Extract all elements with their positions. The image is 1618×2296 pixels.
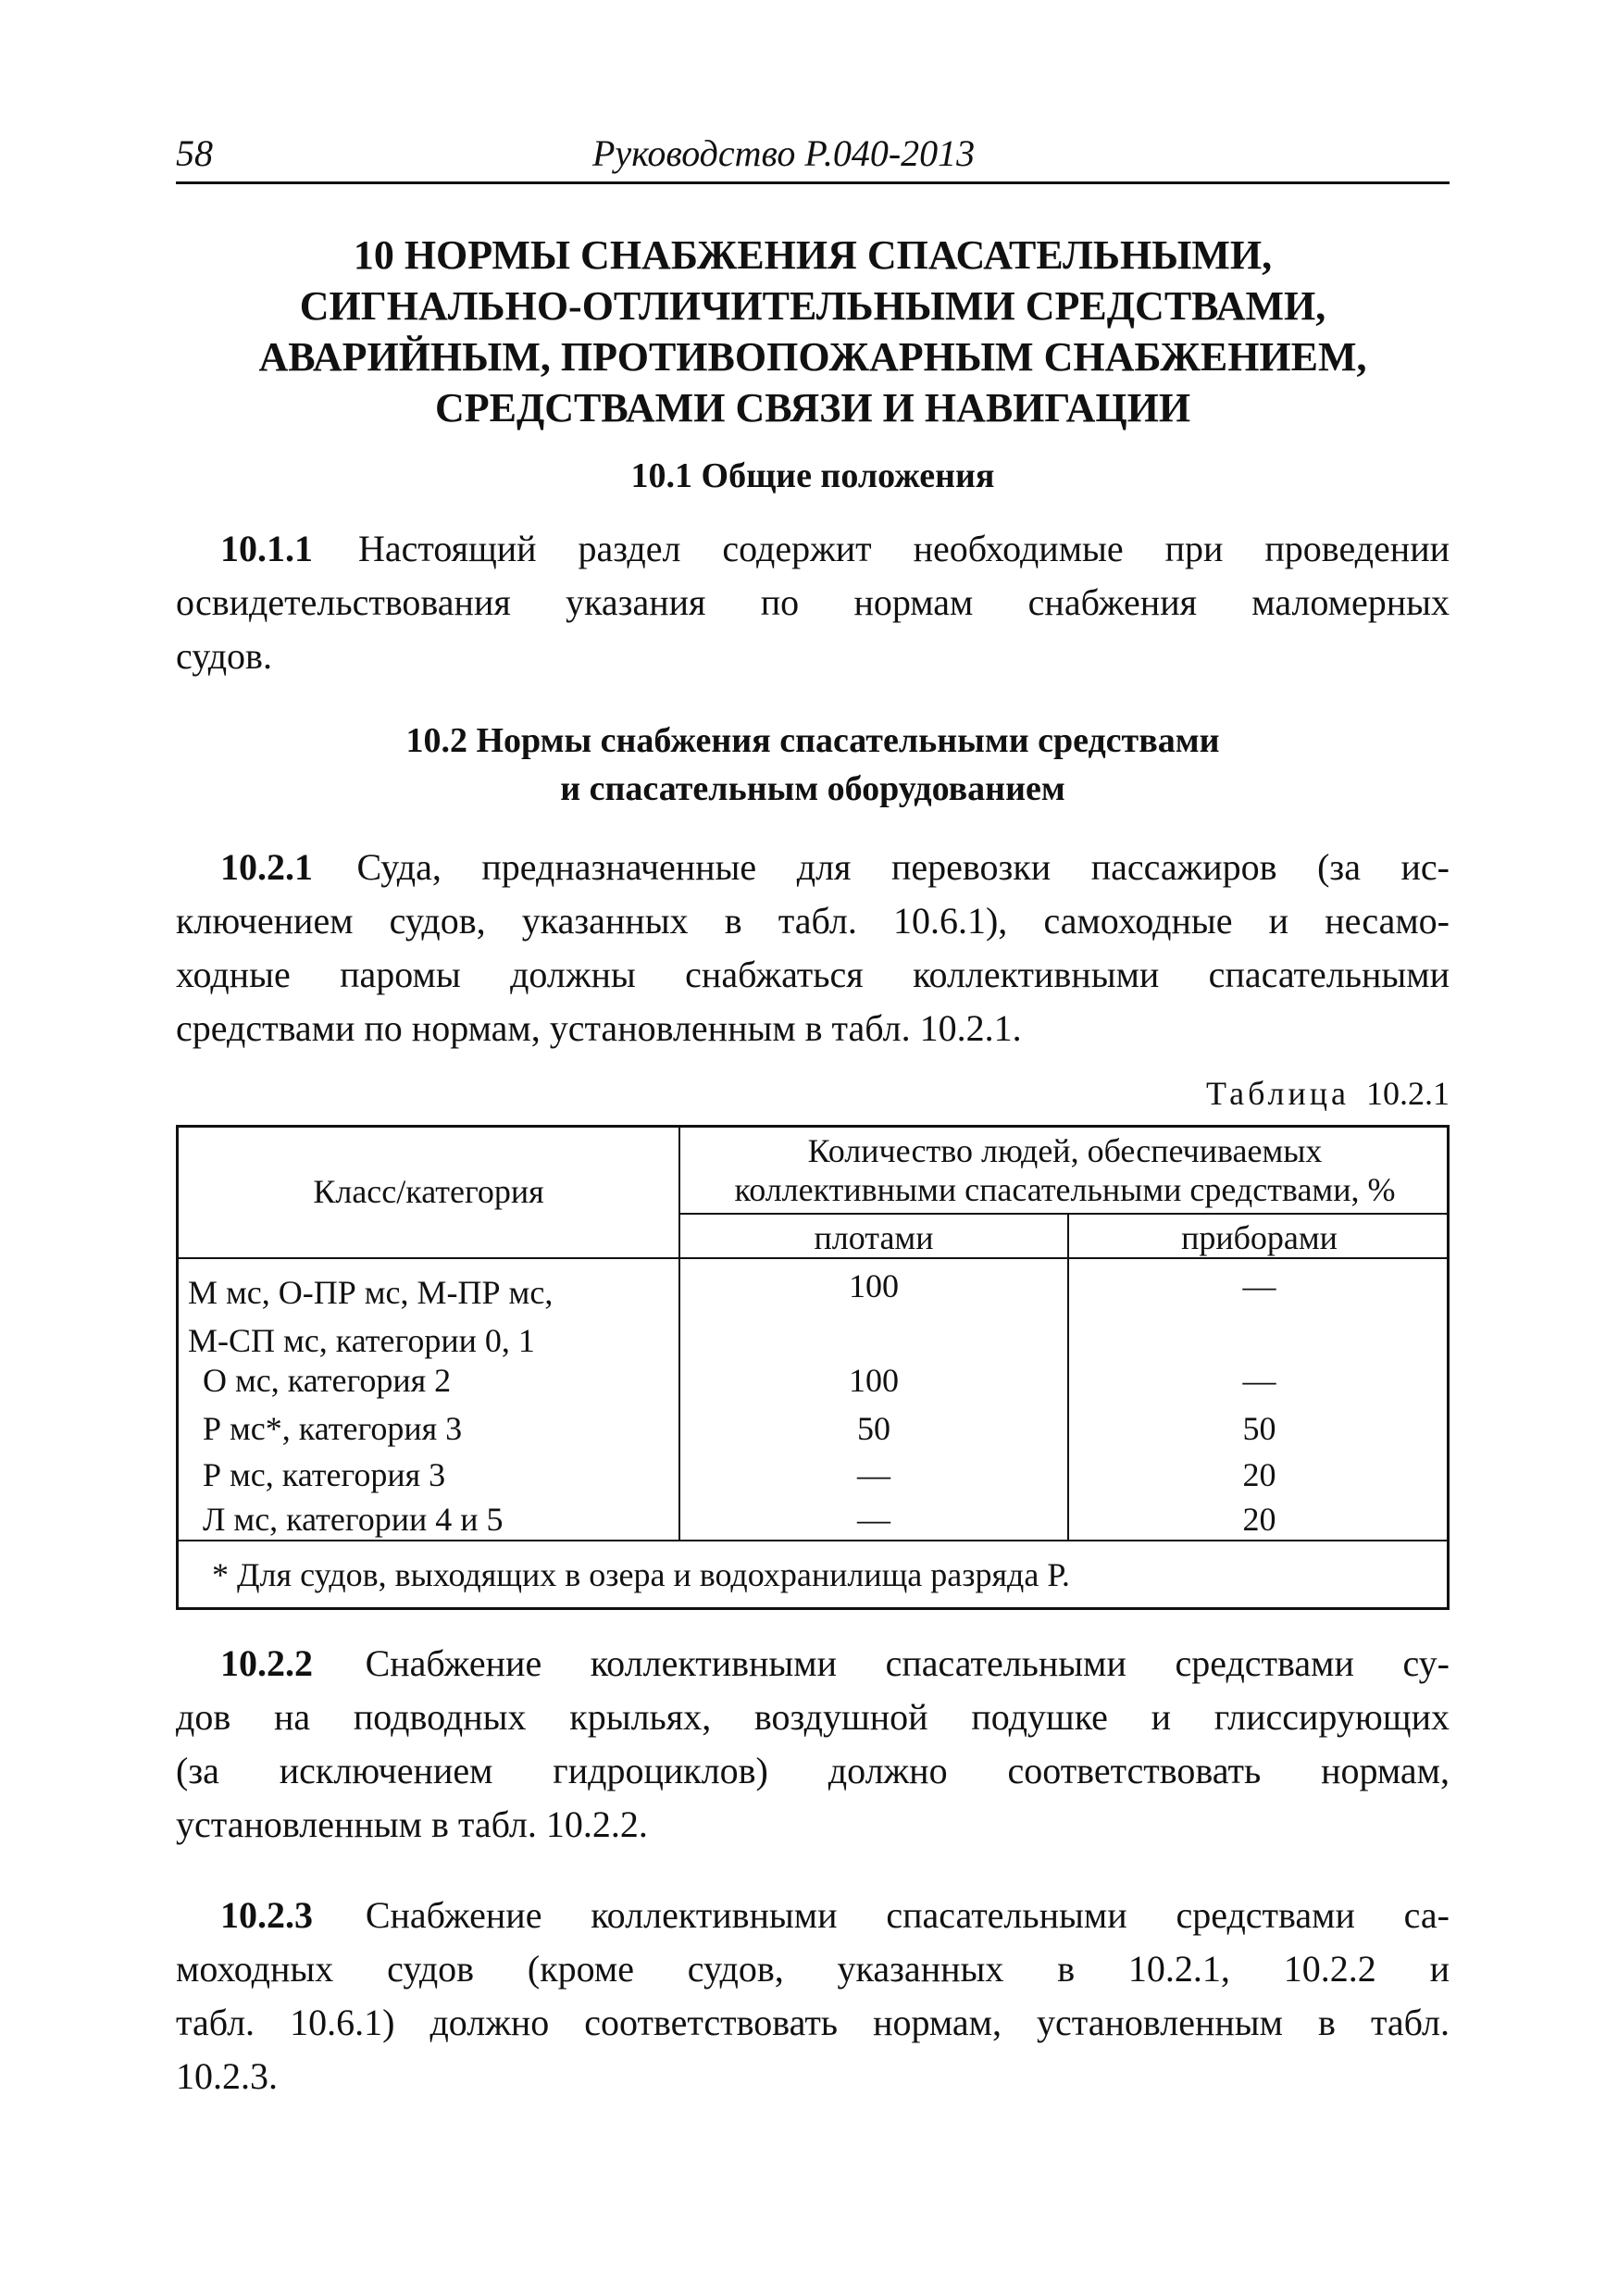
table-cell-class: М мс, О-ПР мс, М-ПР мс, М-СП мс, категории 0, 1 — [188, 1274, 554, 1359]
supply-norms-table — [176, 1125, 1450, 1610]
table-cell-rafts: 100 — [849, 1362, 899, 1399]
chapter-title-line: СИГНАЛЬНО-ОТЛИЧИТЕЛЬНЫМИ СРЕДСТВАМИ, — [299, 283, 1326, 329]
table-cell-devices: 20 — [1242, 1456, 1276, 1493]
table-caption-number: 10.2.1 — [1366, 1075, 1450, 1112]
table-cell-devices: 20 — [1242, 1501, 1276, 1538]
paragraph-10-2-3 — [176, 1889, 1450, 2103]
paragraph-line: моходных судов (кроме судов, указанных в 10.2.1, 10.2.2 и — [176, 1948, 1450, 1990]
table-cell-class: Р мс, категория 3 — [203, 1456, 446, 1493]
paragraph-10-1-1 — [176, 522, 1450, 683]
header-people-count: Количество людей, обеспечиваемых коллективными спасательными средствами, % — [734, 1132, 1396, 1208]
header-class-category: Класс/категория — [313, 1173, 544, 1210]
paragraph-line: Настоящий раздел содержит необходимые при проведении — [357, 528, 1450, 569]
chapter-title-line: 10 НОРМЫ СНАБЖЕНИЯ СПАСАТЕЛЬНЫМИ, — [353, 232, 1273, 278]
table-footnote: * Для судов, выходящих в озера и водохранилища разряда Р. — [212, 1556, 1070, 1593]
table-caption — [1206, 1074, 1450, 1113]
table-cell-rafts: 50 — [857, 1410, 890, 1447]
paragraph-line: 10.2.3. — [176, 2055, 278, 2097]
table-rule — [179, 1540, 1450, 1541]
section-heading-10-1: 10.1 Общие положения — [630, 456, 995, 495]
paragraph-line: (за исключением гидроциклов) должно соответствовать нормам, — [176, 1750, 1450, 1791]
chapter-title — [176, 230, 1450, 433]
table-cell-rafts: 100 — [849, 1267, 899, 1304]
table-cell-devices: 50 — [1242, 1410, 1276, 1447]
table-rule — [678, 1213, 1450, 1215]
table-cell-class: Л мс, категории 4 и 5 — [203, 1501, 504, 1538]
paragraph-line: Снабжение коллективными спасательными средствами са- — [365, 1894, 1450, 1936]
running-header — [176, 128, 1450, 184]
paragraph-10-2-2 — [176, 1637, 1450, 1852]
paragraph-number: 10.1.1 — [220, 528, 313, 569]
section-heading-10-2 — [176, 717, 1450, 813]
table-cell-rafts: — — [857, 1456, 890, 1493]
paragraph-line: установленным в табл. 10.2.2. — [176, 1803, 648, 1845]
paragraph-number: 10.2.1 — [220, 846, 313, 888]
paragraph-line: Суда, предназначенные для перевозки пассажиров (за ис- — [356, 846, 1450, 888]
table-cell-devices: — — [1242, 1362, 1276, 1399]
section-heading-line: и спасательным оборудованием — [560, 769, 1065, 808]
paragraph-number: 10.2.2 — [220, 1642, 313, 1684]
paragraph-10-2-1 — [176, 841, 1450, 1055]
chapter-title-line: АВАРИЙНЫМ, ПРОТИВОПОЖАРНЫМ СНАБЖЕНИЕМ, — [258, 334, 1367, 380]
paragraph-line: дов на подводных крыльях, воздушной подушке и глиссирующих — [176, 1696, 1450, 1738]
page-number: 58 — [176, 132, 213, 174]
table-cell-devices: — — [1242, 1267, 1276, 1304]
header-rafts: плотами — [814, 1219, 934, 1256]
paragraph-line: освидетельствования указания по нормам снабжения маломерных — [176, 581, 1450, 623]
paragraph-line: ключением судов, указанных в табл. 10.6.1), самоходные и несамо- — [176, 900, 1450, 942]
table-caption-word: Таблица — [1206, 1075, 1350, 1112]
table-cell-class: Р мс*, категория 3 — [203, 1410, 463, 1447]
chapter-title-line: СРЕДСТВАМИ СВЯЗИ И НАВИГАЦИИ — [434, 385, 1191, 430]
paragraph-number: 10.2.3 — [220, 1894, 313, 1936]
document-title: Руководство Р.040-2013 — [592, 132, 976, 174]
table-rule — [179, 1257, 1450, 1259]
paragraph-line: табл. 10.6.1) должно соответствовать нормам, установленным в табл. — [176, 2002, 1450, 2043]
paragraph-line: средствами по нормам, установленным в табл. 10.2.1. — [176, 1007, 1022, 1049]
header-devices: приборами — [1181, 1219, 1338, 1256]
section-heading-line: 10.2 Нормы снабжения спасательными средствами — [405, 721, 1220, 760]
table-cell-class: О мс, категория 2 — [203, 1362, 452, 1399]
paragraph-line: судов. — [176, 635, 272, 677]
paragraph-line: Снабжение коллективными спасательными средствами су- — [365, 1642, 1450, 1684]
table-cell-rafts: — — [857, 1501, 890, 1538]
paragraph-line: ходные паромы должны снабжаться коллективными спасательными — [176, 954, 1450, 995]
